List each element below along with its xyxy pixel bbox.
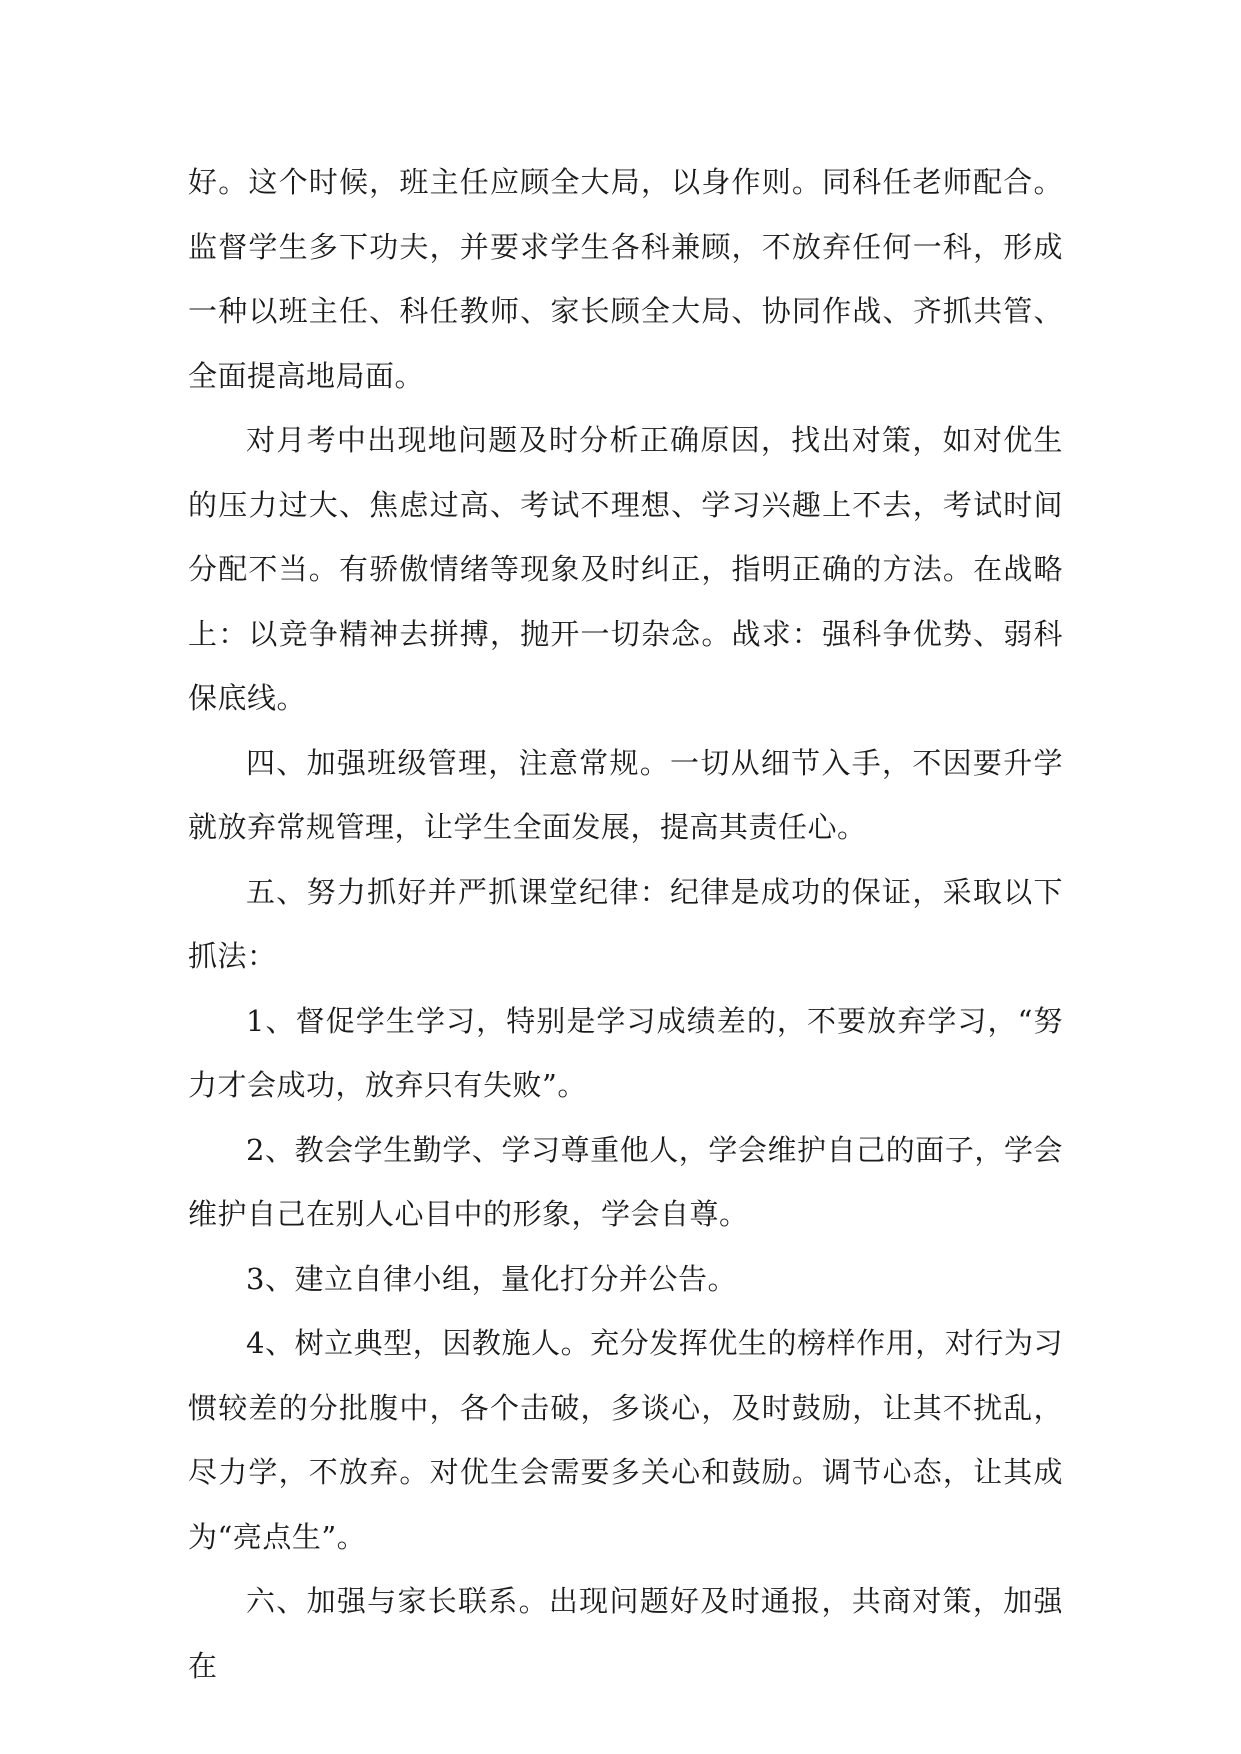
paragraph-monthly-exam: 对月考中出现地问题及时分析正确原因，找出对策，如对优生的压力过大、焦虑过高、考试不理想、学习兴趣上不去，考试时间分配不当。有骄傲情绪等现象及时纠正，指明正确的方法。在战略上：以竞争精神去拼搏，抛开一切杂念。战求：强科争优势、弱科保底线。	[188, 423, 1063, 715]
paragraph-section-five: 五、努力抓好并严抓课堂纪律：纪律是成功的保证，采取以下抓法：	[188, 874, 1063, 973]
paragraph-item-4: 4、树立典型，因教施人。充分发挥优生的榜样作用，对行为习惯较差的分批腹中，各个击破，多谈心，及时鼓励，让其不扰乱，尽力学，不放弃。对优生会需要多关心和鼓励。调节心态，让其成为“亮点生”。	[188, 1326, 1063, 1554]
paragraph-section-four: 四、加强班级管理，注意常规。一切从细节入手，不因要升学就放弃常规管理，让学生全面发展，提高其责任心。	[188, 745, 1063, 844]
document-body	[188, 150, 1063, 1698]
paragraph-continuation: 好。这个时候，班主任应顾全大局，以身作则。同科任老师配合。监督学生多下功夫，并要求学生各科兼顾，不放弃任何一科，形成一种以班主任、科任教师、家长顾全大局、协同作战、齐抓共管、全面提高地局面。	[188, 165, 1063, 393]
paragraph-item-3: 3、建立自律小组，量化打分并公告。	[246, 1261, 737, 1296]
paragraph-item-1: 1、督促学生学习，特别是学习成绩差的，不要放弃学习，“努力才会成功，放弃只有失败”。	[188, 1003, 1063, 1102]
paragraph-item-2: 2、教会学生勤学、学习尊重他人，学会维护自己的面子，学会维护自己在别人心目中的形象，学会自尊。	[188, 1132, 1063, 1231]
paragraph-section-six: 六、加强与家长联系。出现问题好及时通报，共商对策，加强在	[188, 1584, 1063, 1683]
